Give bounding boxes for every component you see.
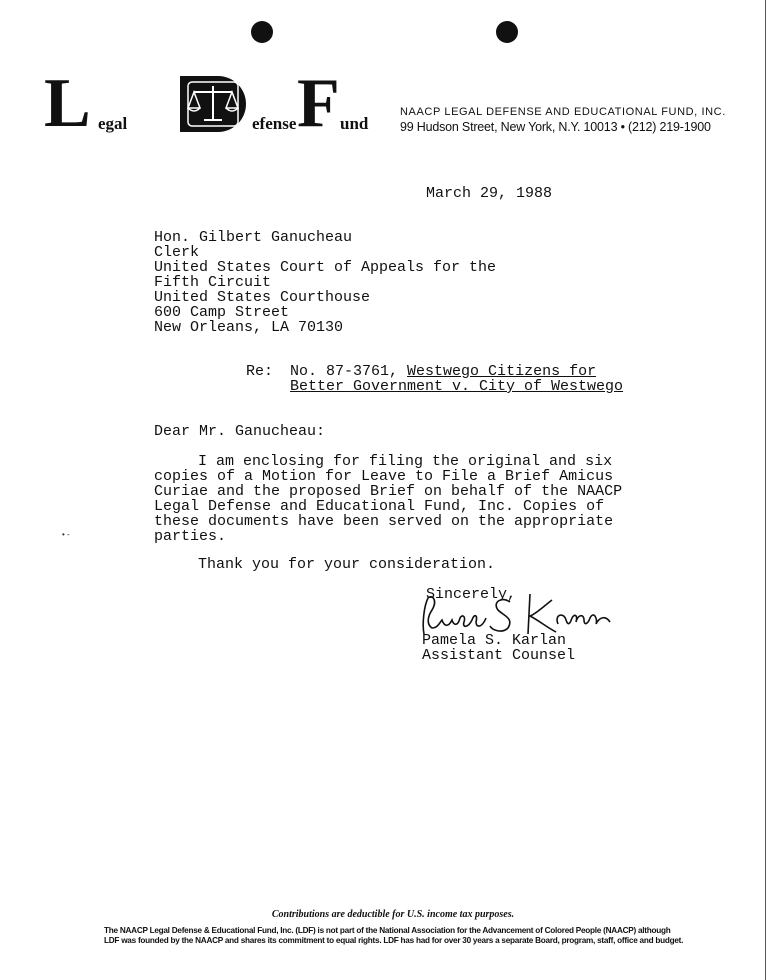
letter-date: March 29, 1988 — [426, 185, 553, 202]
page-edge — [762, 0, 768, 980]
body-line: copies of a Motion for Leave to File a Brief Amicus — [154, 468, 614, 485]
recipient-line: United States Court of Appeals for the — [154, 259, 497, 276]
case-number: No. 87-3761, — [290, 363, 399, 380]
recipient-address — [154, 230, 496, 335]
logo-letter-l: L — [44, 65, 91, 142]
closing: Sincerely, — [426, 586, 517, 603]
recipient-line: 600 Camp Street — [154, 304, 290, 321]
logo-letter-f: F — [297, 65, 340, 142]
ldf-logo — [44, 65, 384, 142]
recipient-line: Fifth Circuit — [154, 274, 272, 291]
case-title-line-2: Better Government v. City of Westwego — [290, 378, 624, 395]
re-subject — [290, 364, 623, 394]
footer-tax-note: Contributions are deductible for U.S. income tax purposes. — [271, 909, 515, 920]
stray-mark: • - — [62, 530, 70, 539]
recipient-line: Clerk — [154, 244, 200, 261]
recipient-line: United States Courthouse — [154, 289, 371, 306]
body-line: these documents have been served on the appropriate — [154, 513, 614, 530]
punch-hole-right — [496, 21, 518, 43]
body-line: Legal Defense and Educational Fund, Inc. Copies of — [154, 498, 605, 515]
signatory-name: Pamela S. Karlan — [422, 632, 567, 649]
footer-disclaimer — [104, 926, 684, 946]
logo-word-und: und — [340, 114, 369, 133]
punch-hole-left — [251, 21, 273, 43]
case-title-line-1: Westwego Citizens for — [407, 363, 597, 380]
re-label: Re: — [246, 363, 274, 380]
logo-letter-d — [180, 76, 246, 132]
organization-name: NAACP LEGAL DEFENSE AND EDUCATIONAL FUND, INC. — [400, 106, 726, 118]
body-paragraph — [154, 454, 622, 544]
logo-word-efense: efense — [252, 114, 297, 133]
footer-disclaimer-line: The NAACP Legal Defense & Educational Fund, Inc. (LDF) is not part of the National Association for the Advancement of Colored People (NAACP) although — [104, 926, 671, 935]
organization-address: 99 Hudson Street, New York, N.Y. 10013 • (212) 219-1900 — [400, 120, 711, 134]
recipient-line: New Orleans, LA 70130 — [154, 319, 344, 336]
salutation: Dear Mr. Ganucheau: — [154, 423, 326, 440]
logo-word-egal: egal — [98, 114, 128, 133]
signatory-title: Assistant Counsel — [422, 647, 576, 664]
body-line: Curiae and the proposed Brief on behalf of the NAACP — [154, 483, 623, 500]
body-line: parties. — [154, 528, 227, 545]
thanks-line: Thank you for your consideration. — [198, 556, 496, 573]
body-line: I am enclosing for filing the original and six — [198, 453, 613, 470]
footer-disclaimer-line: LDF was founded by the NAACP and shares its commitment to equal rights. LDF has had for over 30 years a separate Board, program, staff, office and budget. — [104, 936, 684, 945]
scales-of-justice-icon — [180, 76, 246, 132]
recipient-line: Hon. Gilbert Ganucheau — [154, 229, 353, 246]
